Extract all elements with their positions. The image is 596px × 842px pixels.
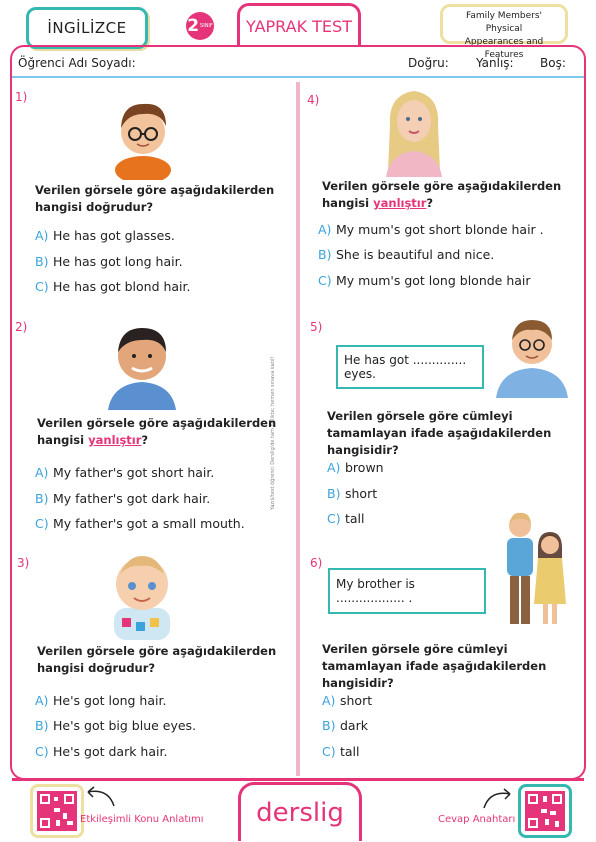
siblings-illustration xyxy=(500,508,572,632)
option-text: My mum's got long blonde hair xyxy=(336,273,531,288)
option-letter: B) xyxy=(322,718,336,733)
question-4-emphasis: yanlıştır xyxy=(373,196,427,210)
correct-label: Doğru: xyxy=(408,56,449,70)
question-2-option-a[interactable] xyxy=(35,465,214,480)
answer-qr-code[interactable] xyxy=(518,784,572,838)
question-6-number: 6) xyxy=(310,556,323,570)
option-text: My father's got a small mouth. xyxy=(53,516,245,531)
grade-badge xyxy=(186,12,214,40)
blank-label: Boş: xyxy=(540,56,566,70)
option-letter: A) xyxy=(35,228,49,243)
option-text: He has got glasses. xyxy=(53,228,175,243)
option-letter: B) xyxy=(35,718,49,733)
grade-number: 2 xyxy=(187,16,200,36)
question-5-option-b[interactable] xyxy=(327,486,377,501)
option-text: tall xyxy=(345,511,365,526)
option-letter: B) xyxy=(35,254,49,269)
answer-key-link[interactable]: Cevap Anahtarı xyxy=(438,814,516,825)
father-illustration xyxy=(104,318,180,410)
option-text: She is beautiful and nice. xyxy=(336,247,495,262)
question-2-option-b[interactable] xyxy=(35,491,210,506)
option-letter: B) xyxy=(327,486,341,501)
student-info-bar xyxy=(12,50,584,78)
question-3-text: Verilen görsele göre aşağıdakilerden hangisi doğrudur? xyxy=(37,644,277,675)
left-arrow-icon xyxy=(78,784,118,810)
option-text: tall xyxy=(340,744,360,759)
question-3-option-b[interactable] xyxy=(35,718,196,733)
option-letter: C) xyxy=(322,744,336,759)
question-1-number: 1) xyxy=(15,90,28,104)
grade-suffix: SINIF xyxy=(200,22,213,29)
topic-line-2: Appearances and Features xyxy=(464,37,544,60)
question-1-option-b[interactable] xyxy=(35,254,183,269)
question-2-emphasis: yanlıştır xyxy=(88,433,142,447)
question-3-option-a[interactable] xyxy=(35,693,166,708)
option-letter: C) xyxy=(35,516,49,531)
test-type-tab: YAPRAK TEST xyxy=(237,3,361,46)
lesson-qr-code[interactable] xyxy=(30,784,84,838)
question-3-option-c[interactable] xyxy=(35,744,167,759)
question-5-sentence-box: He has got .............. eyes. xyxy=(336,345,484,389)
question-5-number: 5) xyxy=(310,320,323,334)
question-6-text: Verilen görsele göre cümleyi tamamlayan ifade aşağıdakilerden hangisidir? xyxy=(322,642,547,690)
option-text: He's got dark hair. xyxy=(53,744,168,759)
option-letter: A) xyxy=(35,465,49,480)
option-letter: C) xyxy=(35,744,49,759)
brand-logo: derslig xyxy=(238,782,362,841)
option-text: My father's got short hair. xyxy=(53,465,215,480)
baby-illustration xyxy=(104,548,180,640)
question-1-text: Verilen görsele göre aşağıdakilerden hangisi doğrudur? xyxy=(35,183,275,214)
option-letter: C) xyxy=(318,273,332,288)
boy-glasses-illustration xyxy=(110,90,176,180)
question-4-text-main: Verilen görsele göre aşağıdakilerden hangisi xyxy=(322,179,562,210)
column-divider xyxy=(296,82,300,776)
question-4-option-c[interactable] xyxy=(318,273,531,288)
option-letter: B) xyxy=(35,491,49,506)
question-4-option-b[interactable] xyxy=(318,247,494,262)
question-6-option-a[interactable] xyxy=(322,693,372,708)
option-letter: C) xyxy=(35,279,49,294)
option-text: dark xyxy=(340,718,368,733)
question-4-number: 4) xyxy=(307,93,320,107)
question-2-option-c[interactable] xyxy=(35,516,245,531)
option-text: He's got big blue eyes. xyxy=(53,718,197,733)
man-glasses-illustration xyxy=(494,312,570,398)
qr-icon xyxy=(525,791,565,831)
option-letter: A) xyxy=(322,693,336,708)
right-arrow-icon xyxy=(480,786,520,812)
vertical-note: Yazılı/test öğrenci Derslig'de tam birlikte; hemen sınava katıl! xyxy=(270,356,276,510)
interactive-lesson-link[interactable]: Etkileşimli Konu Anlatımı xyxy=(80,814,204,825)
option-letter: A) xyxy=(35,693,49,708)
wrong-label: Yanlış: xyxy=(476,56,514,70)
mother-illustration xyxy=(380,85,448,177)
question-1-option-a[interactable] xyxy=(35,228,175,243)
question-2-qmark: ? xyxy=(141,433,149,447)
qr-icon xyxy=(37,791,77,831)
topic-line-1: Family Members' Physical xyxy=(465,11,542,34)
question-3-number: 3) xyxy=(17,556,30,570)
question-2-text-main: Verilen görsele göre aşağıdakilerden hangisi xyxy=(37,416,277,447)
question-4-option-a[interactable] xyxy=(318,222,544,237)
footer-divider xyxy=(12,778,584,781)
option-letter: A) xyxy=(318,222,332,237)
student-name-label: Öğrenci Adı Soyadı: xyxy=(18,56,136,70)
option-text: My father's got dark hair. xyxy=(53,491,211,506)
question-5-option-a[interactable] xyxy=(327,460,384,475)
option-letter: B) xyxy=(318,247,332,262)
option-letter: C) xyxy=(327,511,341,526)
question-1-option-c[interactable] xyxy=(35,279,191,294)
question-5-text: Verilen görsele göre cümleyi tamamlayan ifade aşağıdakilerden hangisidir? xyxy=(327,409,552,457)
option-text: brown xyxy=(345,460,384,475)
option-text: He has got blond hair. xyxy=(53,279,191,294)
option-letter: A) xyxy=(327,460,341,475)
question-2-number: 2) xyxy=(15,320,28,334)
question-6-option-b[interactable] xyxy=(322,718,368,733)
question-5-option-c[interactable] xyxy=(327,511,365,526)
topic-box xyxy=(440,4,568,60)
question-2-text xyxy=(37,415,287,449)
option-text: short xyxy=(345,486,378,501)
question-6-sentence-box: My brother is .................. . xyxy=(328,568,486,614)
question-6-option-c[interactable] xyxy=(322,744,360,759)
option-text: He has got long hair. xyxy=(53,254,183,269)
subject-label: İNGİLİZCE xyxy=(26,7,148,49)
option-text: short xyxy=(340,693,373,708)
question-4-qmark: ? xyxy=(426,196,434,210)
option-text: He's got long hair. xyxy=(53,693,167,708)
question-4-text xyxy=(322,178,577,212)
option-text: My mum's got short blonde hair . xyxy=(336,222,544,237)
